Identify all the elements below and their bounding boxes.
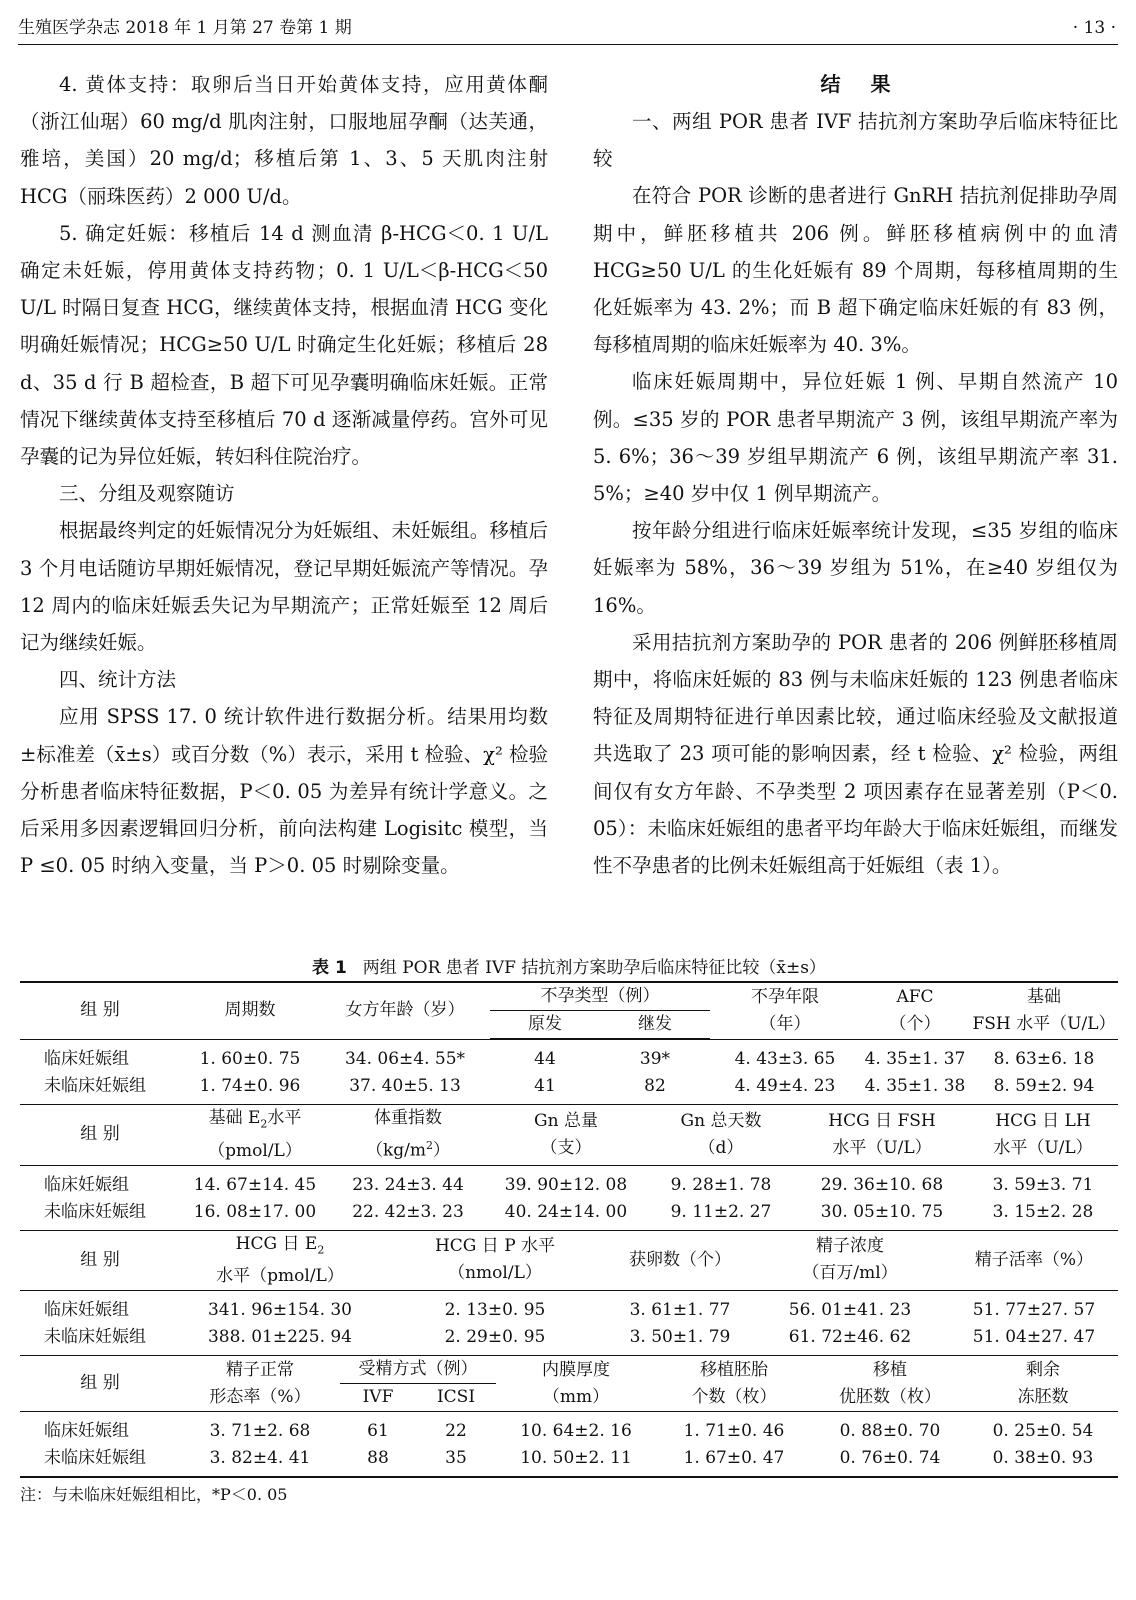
table-title: 两组 POR 患者 IVF 拮抗剂方案助孕后临床特征比较（x̄±s）	[362, 958, 826, 978]
header-basal-e2: 基础 $E_2$水平 （pmol/L）	[180, 1105, 330, 1166]
header-gn-total: Gn 总量 （支）	[486, 1105, 646, 1166]
table-row: 未临床妊娠组 3. 82±4. 41 88 35 10. 50±2. 11 1. 67±0. 47 0. 76±0. 74 0. 38±0. 93	[44, 1448, 1094, 1469]
section-heading: 三、分组及观察随访	[59, 482, 235, 506]
header-cycles: 周期数	[224, 1000, 276, 1021]
header-good-embryos: 移植 优胚数（枚）	[839, 1359, 941, 1407]
header-primary: 原发	[490, 1011, 600, 1039]
paragraph: 采用拮抗剂方案助孕的 POR 患者的 206 例鲜胚移植周期中，将临床妊娠的 83 例与未临床妊娠的 123 例患者临床特征及周期特征进行单因素比较，通过临床经验及文献报道共选取了 23 项可能的影响因素，经 t 检验、χ² 检验，两组间仅有女方年龄、不孕类型 2 项因素存在显著差别（P＜0. 05）：未临床妊娠组的患者平均年龄大于临床妊娠组，而继发性不孕患者的比例未妊娠组高于妊娠组（表 1）。	[593, 630, 1118, 878]
paragraph: 临床妊娠周期中，异位妊娠 1 例、早期自然流产 10 例。≤35 岁的 POR 患者早期流产 3 例，该组早期流产率为 5. 6%；36～39 岁组早期流产 6 例，该组早期流产率 31. 5%；≥40 岁中仅 1 例早期流产。	[593, 370, 1118, 506]
results-heading: 结果	[820, 72, 921, 96]
header-afc: AFC （个）	[889, 986, 941, 1034]
header-hcg-e2: HCG 日 $E_2$ 水平（pmol/L）	[180, 1230, 380, 1290]
table-row: 临床妊娠组 1. 60±0. 75 34. 06±4. 55* 44 39* 4. 43±3. 65 4. 35±1. 37 8. 63±6. 18	[44, 1049, 1095, 1069]
table-row: 未临床妊娠组 1. 74±0. 96 37. 40±5. 13 41 82 4. 49±4. 23 4. 35±1. 38 8. 59±2. 94	[44, 1076, 1095, 1096]
header-frozen-embryos: 剩余 冻胚数	[1017, 1359, 1069, 1407]
table-row: 临床妊娠组 341. 96±154. 30 2. 13±0. 95 3. 61±1. 77 56. 01±41. 23 51. 77±27. 57	[44, 1300, 1096, 1321]
paragraph: 按年龄分组进行临床妊娠率统计发现，≤35 岁组的临床妊娠率为 58%，36～39 岁组为 51%，在≥40 岁组仅为 16%。	[593, 519, 1118, 617]
paragraph: 在符合 POR 诊断的患者进行 GnRH 拮抗剂促排助孕周期中，鲜胚移植共 206 例。鲜胚移植病例中的血清 HCG≥50 U/L 的生化妊娠有 89 个周期，每移植周期的生化妊娠率为 43. 2%；而 B 超下确定临床妊娠的有 83 例，每移植周期的临床妊娠率为 40. 3%。	[593, 184, 1118, 357]
header-sperm-concentration: 精子浓度 （百万/ml）	[750, 1230, 950, 1290]
section-heading: 四、统计方法	[59, 668, 177, 692]
table-block-3	[20, 1230, 1118, 1355]
header-sperm-morphology: 精子正常 形态率（%）	[209, 1359, 311, 1407]
right-column	[593, 66, 1118, 884]
paragraph: 5. 确定妊娠：移植后 14 d 测血清 β-HCG＜0. 1 U/L 确定未妊娠，停用黄体支持药物；0. 1 U/L＜β-HCG＜50 U/L 时隔日复查 HCG，继续黄体支持，根据血清 HCG 变化明确妊娠情况；HCG≥50 U/L 时确定生化妊娠；移植后 28 d、35 d 行 B 超检查，B 超下可见孕囊明确临床妊娠。正常情况下继续黄体支持至移植后 70 d 逐渐减量停药。宫外可见孕囊的记为异位妊娠，转妇科住院治疗。	[20, 221, 548, 469]
header-hcg-p: HCG 日 P 水平 （nmol/L）	[380, 1230, 610, 1290]
table-row: 临床妊娠组 14. 67±14. 45 23. 24±3. 44 39. 90±12. 08 9. 28±1. 78 29. 36±10. 68 3. 59±3. 71	[44, 1174, 1094, 1195]
table-block-1	[20, 981, 1118, 1104]
table-note: 注：与未临床妊娠组相比，*P＜0. 05	[20, 1485, 288, 1505]
header-secondary: 继发	[600, 1011, 710, 1039]
header-basal-fsh: 基础 FSH 水平（U/L）	[972, 986, 1116, 1034]
header-female-age: 女方年龄（岁）	[345, 1000, 465, 1021]
paragraph: 应用 SPSS 17. 0 统计软件进行数据分析。结果用均数±标准差（x̄±s）或百分数（%）表示，采用 t 检验、χ² 检验分析患者临床特征数据，P＜0. 05 为差异有统计学意义。之后采用多因素逻辑回归分析，前向法构建 Logisitc 模型，当 P ≤0. 05 时纳入变量，当 P＞0. 05 时剔除变量。	[20, 705, 548, 878]
table-row: 临床妊娠组 3. 71±2. 68 61 22 10. 64±2. 16 1. 71±0. 46 0. 88±0. 70 0. 25±0. 54	[44, 1421, 1094, 1442]
table-block-2	[20, 1104, 1118, 1230]
table-block-4	[20, 1355, 1118, 1478]
header-oocytes: 获卵数（个）	[610, 1230, 750, 1290]
header-infertility-type: 不孕类型（例）	[490, 982, 710, 1011]
header-gn-days: Gn 总天数 （d）	[646, 1105, 796, 1166]
header-group: 组 别	[80, 1000, 120, 1021]
table-row: 未临床妊娠组 16. 08±17. 00 22. 42±3. 23 40. 24±14. 00 9. 11±2. 27 30. 05±10. 75 3. 15±2. 28	[44, 1201, 1094, 1222]
header-icsi: ICSI	[436, 1387, 476, 1408]
table-caption	[20, 955, 1118, 981]
paragraph: 根据最终判定的妊娠情况分为妊娠组、未妊娠组。移植后 3 个月电话随访早期妊娠情况，登记早期妊娠流产等情况。孕 12 周内的临床妊娠丢失记为早期流产；正常妊娠至 12 周后记为继续妊娠。	[20, 519, 548, 655]
table-1	[20, 955, 1118, 1508]
table-row: 未临床妊娠组 388. 01±225. 94 2. 29±0. 95 3. 50±1. 79 61. 72±46. 62 51. 04±27. 47	[44, 1327, 1096, 1348]
header-group: 组 别	[80, 1373, 120, 1394]
header-infertility-years: 不孕年限 （年）	[751, 986, 819, 1034]
page-number: · 13 ·	[1072, 18, 1116, 38]
header-bmi: 体重指数 $(kg/m^2)$	[330, 1105, 486, 1166]
header-endometrium: 内膜厚度 （mm）	[542, 1359, 610, 1407]
journal-title: 生殖医学杂志 2018 年 1 月第 27 卷第 1 期	[18, 18, 352, 38]
header-hcg-fsh: HCG 日 FSH 水平（U/L）	[796, 1105, 968, 1166]
header-group: 组 别	[20, 1230, 180, 1290]
header-group: 组 别	[20, 1105, 180, 1166]
subsection-heading: 一、两组 POR 患者 IVF 拮抗剂方案助孕后临床特征比较	[593, 110, 1118, 171]
table-label: 表 1	[312, 958, 347, 978]
header-hcg-lh: HCG 日 LH 水平（U/L）	[968, 1105, 1118, 1166]
left-column	[20, 66, 548, 884]
header-embryos-transferred: 移植胚胎 个数（枚）	[691, 1359, 777, 1407]
running-header	[18, 14, 1118, 45]
header-sperm-motility: 精子活率（%）	[950, 1230, 1118, 1290]
header-fertilization: 受精方式（例）	[340, 1356, 496, 1384]
header-ivf: IVF	[362, 1387, 394, 1408]
paragraph: 4. 黄体支持：取卵后当日开始黄体支持，应用黄体酮（浙江仙琚）60 mg/d 肌肉注射，口服地屈孕酮（达芙通，雅培，美国）20 mg/d；移植后第 1、3、5 天肌肉注射 HCG（丽珠医药）2 000 U/d。	[20, 73, 548, 208]
